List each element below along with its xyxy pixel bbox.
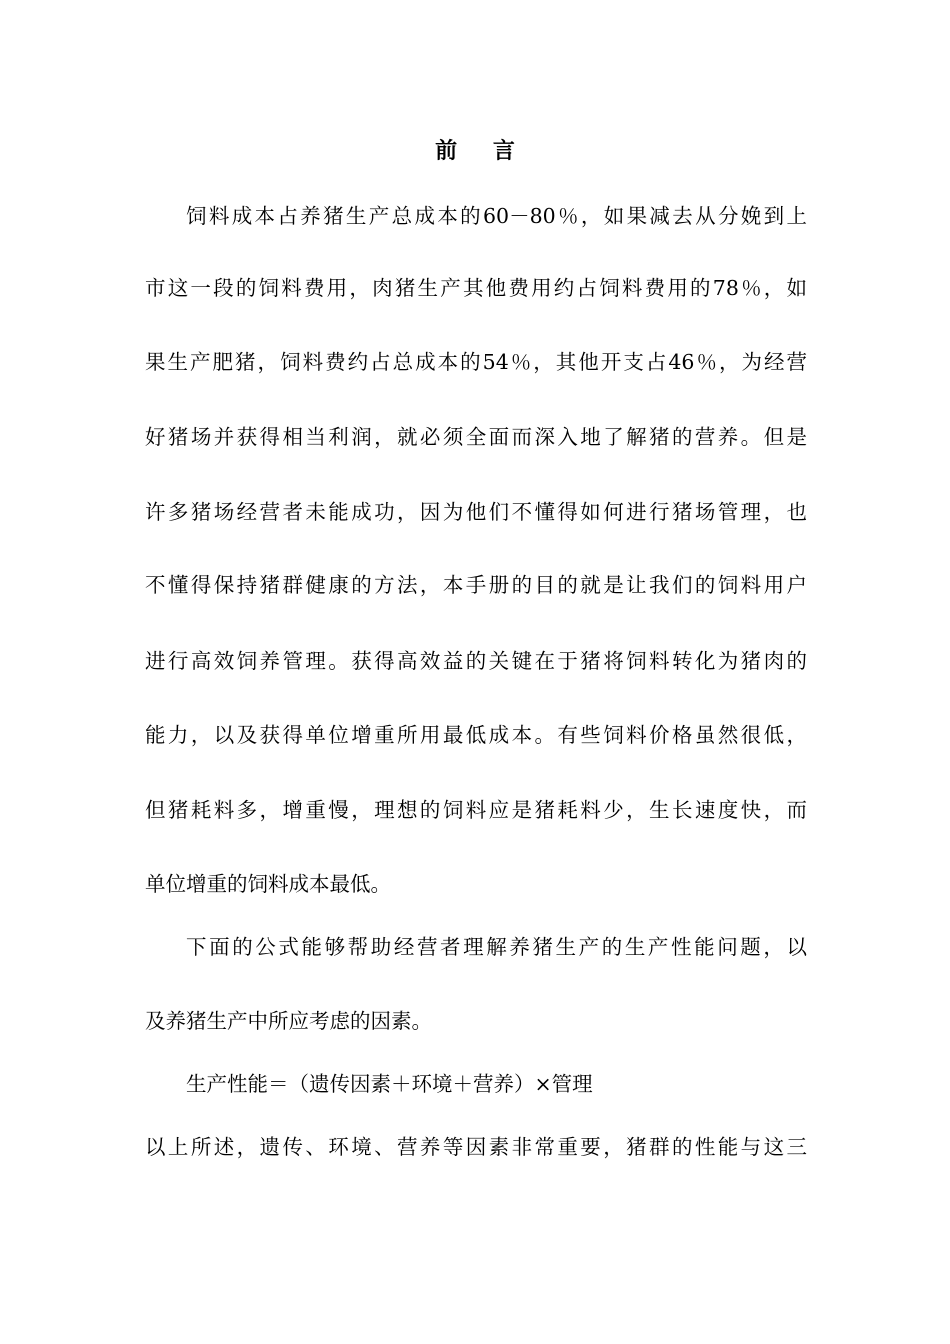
paragraph-line: 果生产肥猪，饲料费约占总成本的54％，其他开支占46％，为经营 <box>145 350 807 374</box>
paragraph-line: 进行高效饲养管理。获得高效益的关键在于猪将饲料转化为猪肉的 <box>145 649 807 673</box>
paragraph-line: 但猪耗料多，增重慢，理想的饲料应是猪耗料少，生长速度快，而 <box>145 798 807 822</box>
paragraph-line: 不懂得保持猪群健康的方法，本手册的目的就是让我们的饲料用户 <box>145 573 807 597</box>
page-title: 前 言 <box>435 138 529 164</box>
paragraph-line: 下面的公式能够帮助经营者理解养猪生产的生产性能问题，以 <box>186 935 807 959</box>
paragraph-line: 好猪场并获得相当利润，就必须全面而深入地了解猪的营养。但是 <box>145 425 807 449</box>
formula-line: 生产性能＝（遗传因素＋环境＋营养）×管理 <box>186 1072 593 1096</box>
paragraph-line: 饲料成本占养猪生产总成本的60－80％，如果减去从分娩到上 <box>186 204 807 228</box>
paragraph-line: 许多猪场经营者未能成功，因为他们不懂得如何进行猪场管理，也 <box>145 500 807 524</box>
paragraph-line: 市这一段的饲料费用，肉猪生产其他费用约占饲料费用的78％，如 <box>145 276 807 300</box>
paragraph-line: 能力，以及获得单位增重所用最低成本。有些饲料价格虽然很低， <box>145 723 807 747</box>
paragraph-line: 以上所述，遗传、环境、营养等因素非常重要，猪群的性能与这三 <box>145 1135 807 1159</box>
paragraph-line: 单位增重的饲料成本最低。 <box>145 872 391 896</box>
paragraph-line: 及养猪生产中所应考虑的因素。 <box>145 1009 432 1033</box>
